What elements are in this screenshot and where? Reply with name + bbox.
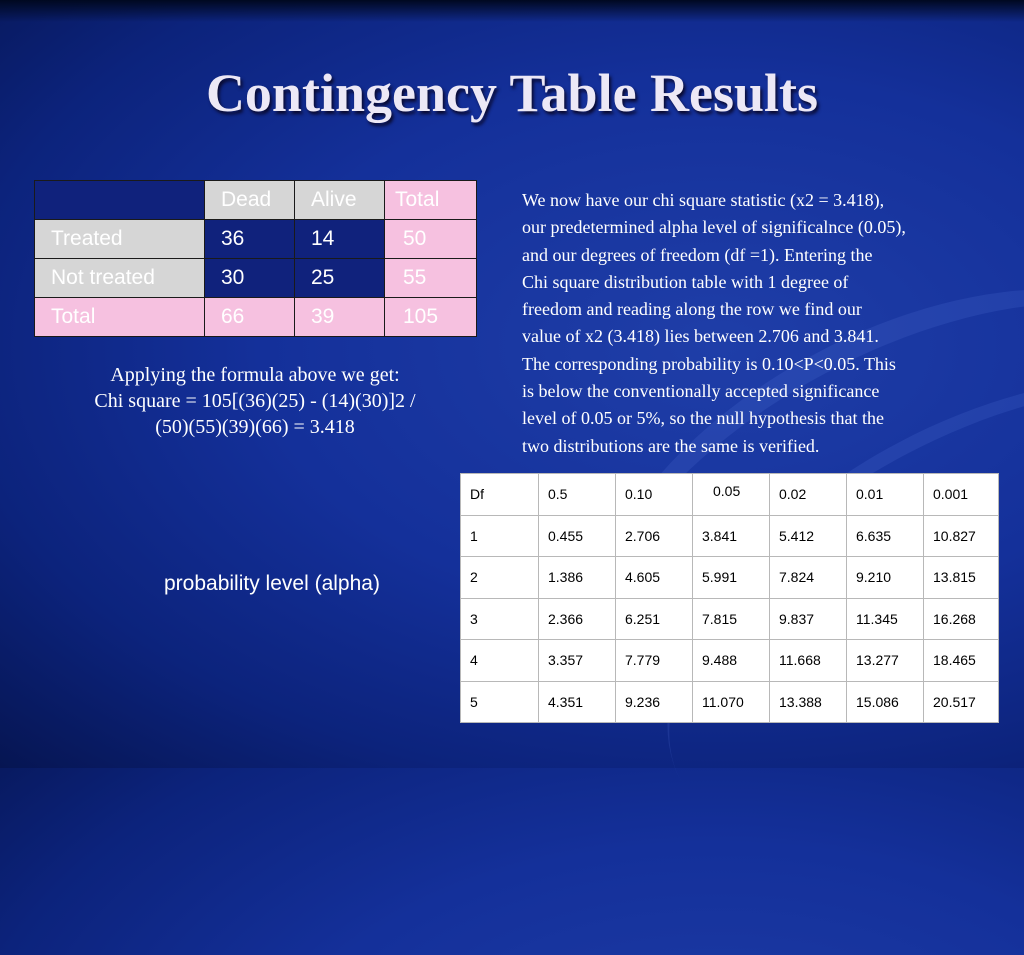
explanation-line: is below the conventionally accepted significance xyxy=(522,381,880,402)
formula-text xyxy=(50,362,460,440)
table-row xyxy=(461,640,999,682)
table-cell: 2.366 xyxy=(539,598,616,640)
table-header-row xyxy=(35,181,477,220)
table-cell: 20.517 xyxy=(924,681,999,723)
table-row xyxy=(35,220,477,259)
table-cell: 2 xyxy=(461,557,539,599)
table-cell: 13.388 xyxy=(770,681,847,723)
header-cell: 0.01 xyxy=(847,474,924,516)
table-cell: 55 xyxy=(385,259,477,298)
header-cell-empty xyxy=(35,181,205,220)
table-cell: 6.635 xyxy=(847,515,924,557)
table-cell: 6.251 xyxy=(616,598,693,640)
distribution-header-row xyxy=(461,474,999,516)
table-cell: 7.824 xyxy=(770,557,847,599)
table-cell: 9.236 xyxy=(616,681,693,723)
table-cell: 14 xyxy=(295,220,385,259)
formula-line: (50)(55)(39)(66) = 3.418 xyxy=(155,416,355,438)
table-cell: 1 xyxy=(461,515,539,557)
table-row xyxy=(461,557,999,599)
table-cell: 9.488 xyxy=(693,640,770,682)
table-cell: 4.605 xyxy=(616,557,693,599)
table-cell: 1.386 xyxy=(539,557,616,599)
top-shadow-band xyxy=(0,0,1024,22)
explanation-line: and our degrees of freedom (df =1). Entering the xyxy=(522,244,873,265)
explanation-line: our predetermined alpha level of significalnce (0.05), xyxy=(522,217,906,238)
table-cell: 9.837 xyxy=(770,598,847,640)
explanation-line: We now have our chi square statistic (x2 = 3.418), xyxy=(522,190,885,210)
explanation-line: level of 0.05 or 5%, so the null hypothesis that the xyxy=(522,408,884,429)
explanation-line: Chi square distribution table with 1 degree of xyxy=(522,271,849,292)
header-cell-dead: Dead xyxy=(205,181,295,220)
table-cell: 3.357 xyxy=(539,640,616,682)
table-cell: 5.412 xyxy=(770,515,847,557)
explanation-line: freedom and reading along the row we find our xyxy=(522,299,862,320)
header-cell: 0.05 xyxy=(693,474,770,516)
row-label: Total xyxy=(35,298,205,337)
table-row xyxy=(461,598,999,640)
table-cell: 3 xyxy=(461,598,539,640)
table-cell: 2.706 xyxy=(616,515,693,557)
table-cell: 30 xyxy=(205,259,295,298)
table-cell: 11.345 xyxy=(847,598,924,640)
chi-square-distribution-table xyxy=(460,473,999,723)
table-row xyxy=(461,515,999,557)
table-cell: 0.455 xyxy=(539,515,616,557)
table-cell: 105 xyxy=(385,298,477,337)
header-cell: Df xyxy=(461,474,539,516)
probability-level-label: probability level (alpha) xyxy=(164,572,380,595)
header-cell: 0.5 xyxy=(539,474,616,516)
table-cell: 5.991 xyxy=(693,557,770,599)
table-cell: 66 xyxy=(205,298,295,337)
contingency-table xyxy=(34,180,477,337)
formula-line: Applying the formula above we get: xyxy=(110,364,400,386)
table-cell: 9.210 xyxy=(847,557,924,599)
table-cell: 7.815 xyxy=(693,598,770,640)
table-cell: 3.841 xyxy=(693,515,770,557)
table-cell: 18.465 xyxy=(924,640,999,682)
header-cell: 0.10 xyxy=(616,474,693,516)
table-cell: 11.070 xyxy=(693,681,770,723)
table-row xyxy=(35,298,477,337)
table-row xyxy=(35,259,477,298)
header-cell: 0.02 xyxy=(770,474,847,516)
explanation-line: two distributions are the same is verified. xyxy=(522,435,820,456)
table-cell: 11.668 xyxy=(770,640,847,682)
table-cell: 36 xyxy=(205,220,295,259)
table-row xyxy=(461,681,999,723)
table-cell: 13.815 xyxy=(924,557,999,599)
table-cell: 15.086 xyxy=(847,681,924,723)
explanation-line: The corresponding probability is 0.10<P<0.05. This xyxy=(522,353,896,374)
explanation-line: value of x2 (3.418) lies between 2.706 and 3.841. xyxy=(522,326,879,347)
table-cell: 4.351 xyxy=(539,681,616,723)
row-label: Treated xyxy=(35,220,205,259)
table-cell: 4 xyxy=(461,640,539,682)
row-label: Not treated xyxy=(35,259,205,298)
table-cell: 50 xyxy=(385,220,477,259)
table-cell: 16.268 xyxy=(924,598,999,640)
table-cell: 10.827 xyxy=(924,515,999,557)
table-cell: 5 xyxy=(461,681,539,723)
header-cell-total: Total xyxy=(385,181,477,220)
slide-title: Contingency Table Results xyxy=(205,63,819,123)
table-cell: 25 xyxy=(295,259,385,298)
header-cell: 0.001 xyxy=(924,474,999,516)
formula-line: Chi square = 105[(36)(25) - (14)(30)]2 / xyxy=(94,390,416,412)
table-cell: 7.779 xyxy=(616,640,693,682)
header-cell-alive: Alive xyxy=(295,181,385,220)
table-cell: 39 xyxy=(295,298,385,337)
table-cell: 13.277 xyxy=(847,640,924,682)
explanation-paragraph xyxy=(522,187,1002,460)
